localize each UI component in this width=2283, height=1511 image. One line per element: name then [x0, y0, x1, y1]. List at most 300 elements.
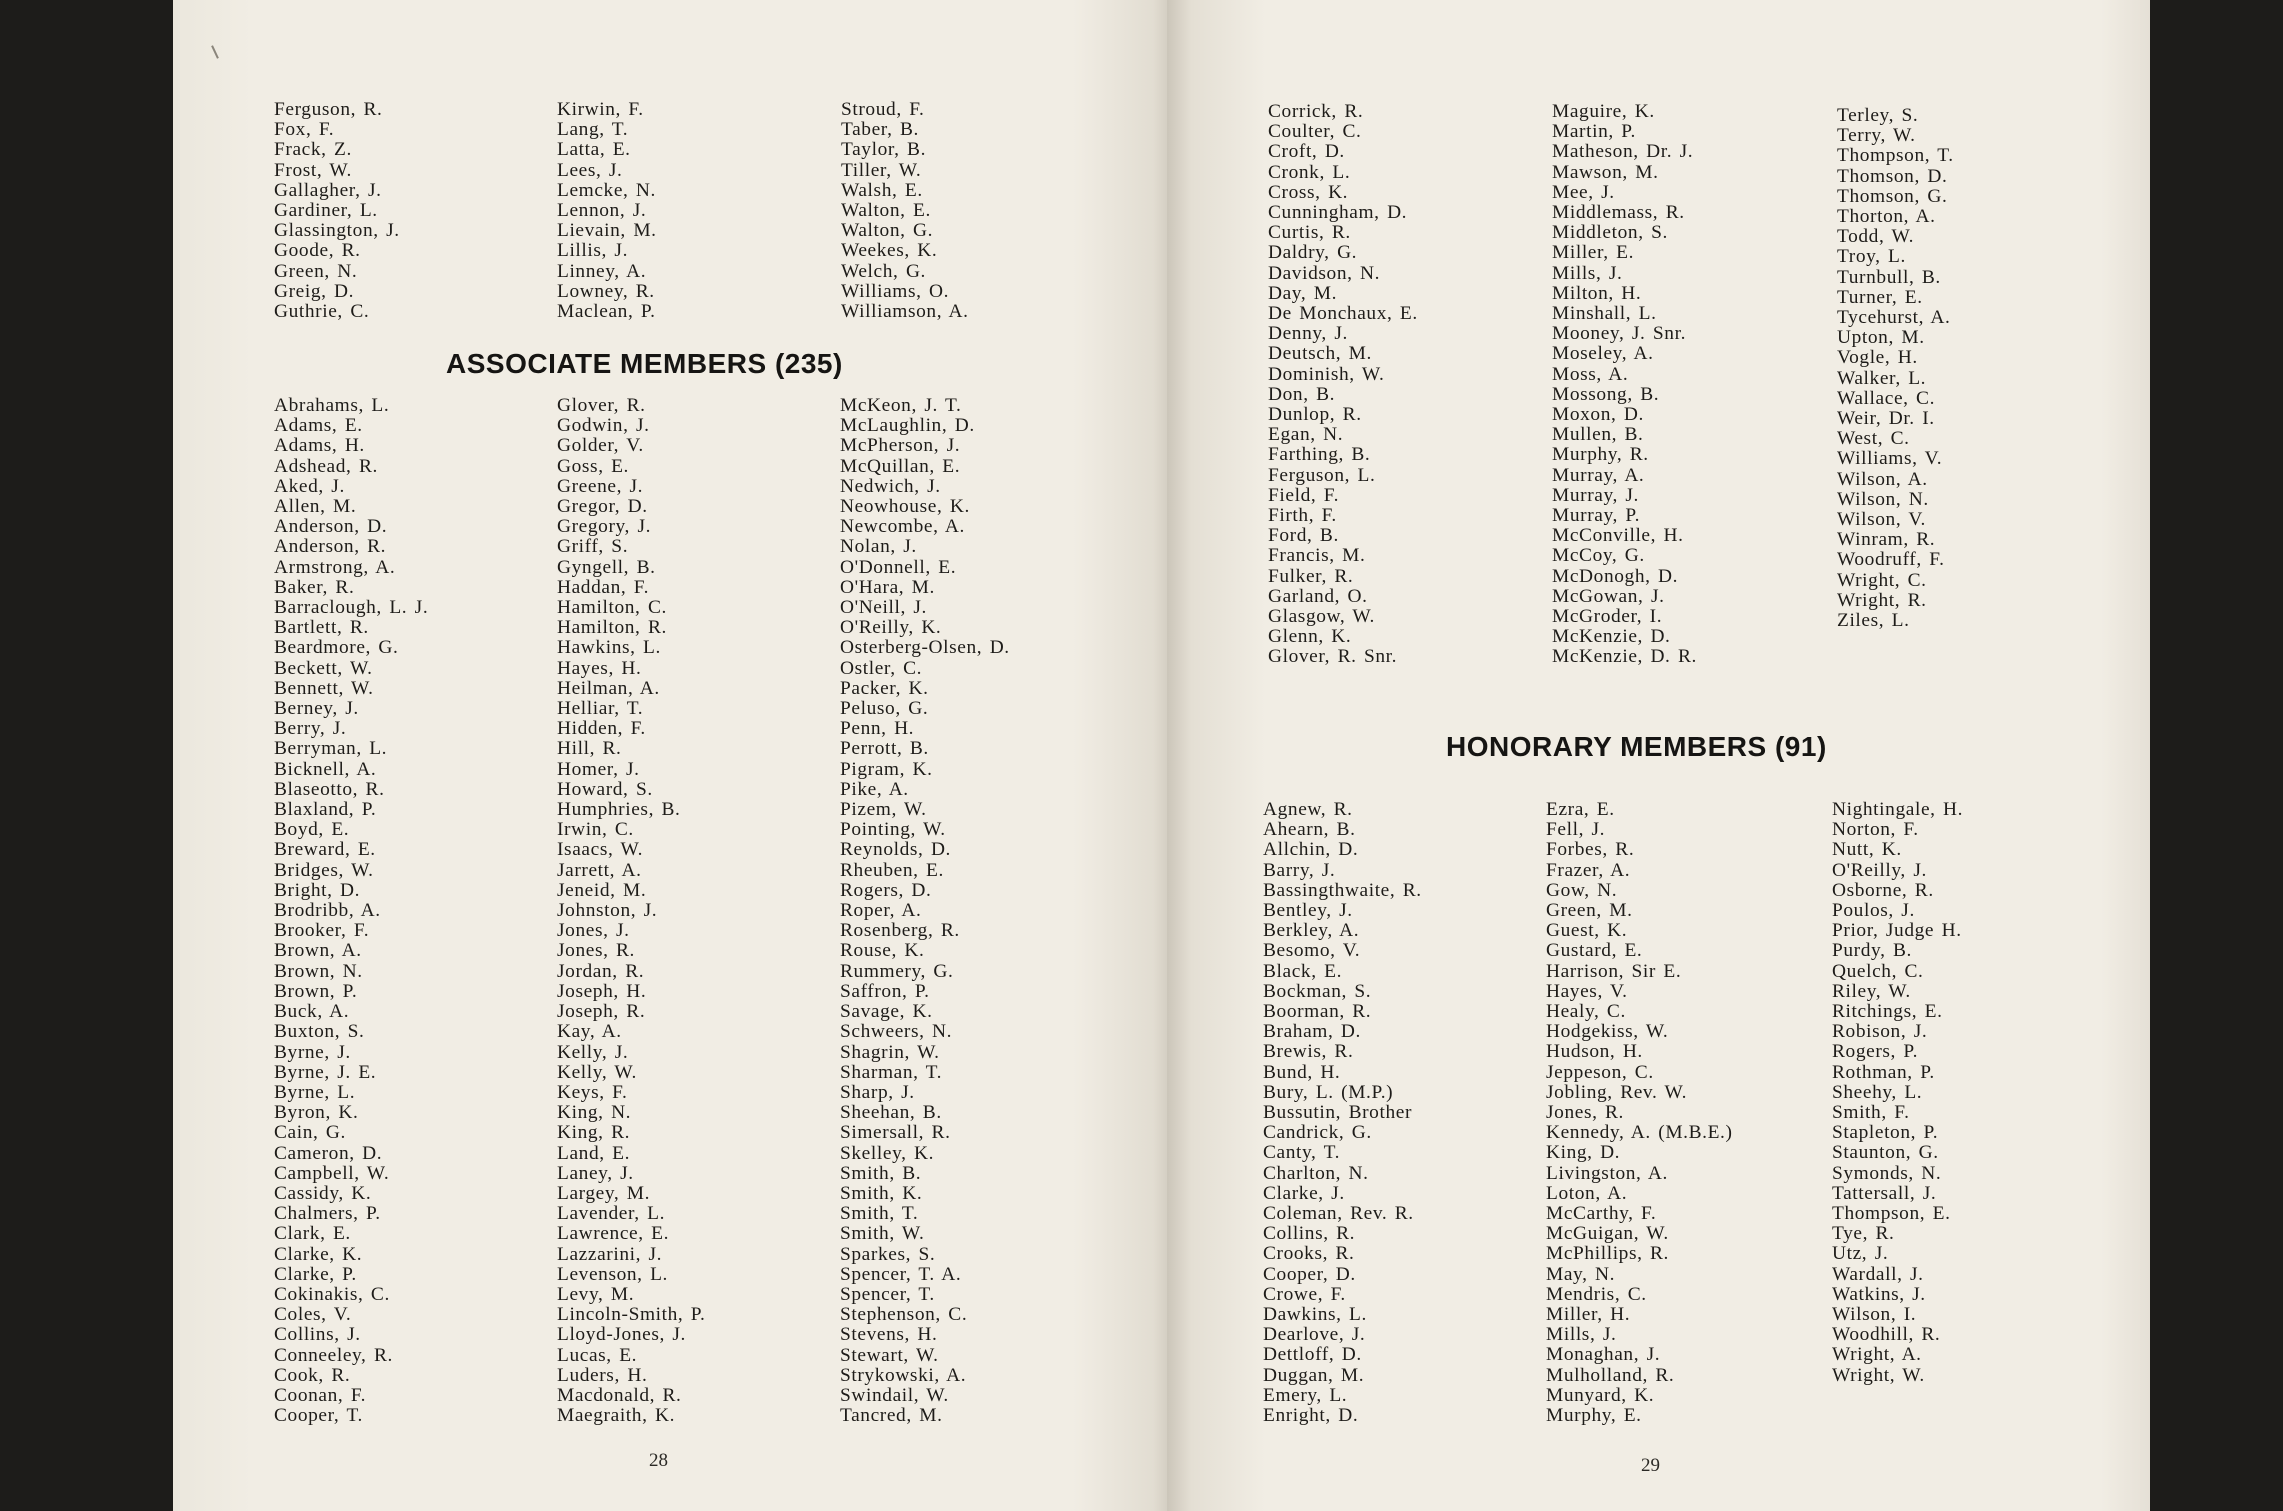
member-name: Tye, R.	[1832, 1223, 1895, 1245]
member-name: Healy, C.	[1546, 1001, 1626, 1023]
member-name: Garland, O.	[1268, 585, 1368, 607]
member-name: Osborne, R.	[1832, 879, 1934, 901]
member-name: Thompson, E.	[1832, 1203, 1951, 1225]
member-name: Bartlett, R.	[274, 617, 369, 639]
member-name: Middlemass, R.	[1552, 202, 1685, 224]
member-name: O'Hara, M.	[840, 576, 935, 598]
member-name: Saffron, P.	[840, 980, 930, 1002]
member-name: Nightingale, H.	[1832, 799, 1964, 820]
member-name: Denny, J.	[1268, 323, 1348, 345]
member-name: Lavender, L.	[557, 1203, 666, 1225]
member-name: Lang, T.	[557, 119, 629, 141]
member-name: Wright, C.	[1837, 569, 1927, 591]
member-name: Allen, M.	[274, 496, 357, 518]
member-name: Roper, A.	[840, 900, 922, 922]
member-name: Barry, J.	[1263, 859, 1336, 881]
member-name: Byron, K.	[274, 1102, 359, 1124]
member-name: McPherson, J.	[840, 435, 961, 457]
member-name: Simersall, R.	[840, 1122, 951, 1144]
member-name: Smith, B.	[840, 1162, 922, 1184]
member-name: Hodgekiss, W.	[1546, 1021, 1669, 1043]
member-name: Clark, E.	[274, 1223, 351, 1245]
member-name: Glenn, K.	[1268, 626, 1352, 648]
member-name: Smith, W.	[840, 1223, 925, 1245]
member-name: Barraclough, L. J.	[274, 597, 429, 619]
member-name: Anderson, R.	[274, 536, 387, 558]
member-name: Conneeley, R.	[274, 1344, 393, 1366]
member-name: Firth, F.	[1268, 505, 1337, 527]
member-name: Coleman, Rev. R.	[1263, 1203, 1414, 1225]
member-name: Greene, J.	[557, 475, 644, 497]
member-name: Pigram, K.	[840, 758, 933, 780]
member-name: O'Neill, J.	[840, 597, 927, 619]
member-name: Day, M.	[1268, 282, 1338, 304]
member-name: Perrott, B.	[840, 738, 929, 760]
member-name: McGuigan, W.	[1546, 1223, 1669, 1245]
member-name: Armstrong, A.	[274, 556, 396, 578]
member-name: Jones, J.	[557, 920, 630, 942]
member-name: Levenson, L.	[557, 1263, 668, 1285]
member-name: Pointing, W.	[840, 819, 946, 841]
member-name: Rouse, K.	[840, 940, 925, 962]
member-name: Latta, E.	[557, 139, 631, 161]
member-name: Brewis, R.	[1263, 1041, 1354, 1063]
member-name: Byrne, L.	[274, 1081, 356, 1103]
member-name: Homer, J.	[557, 758, 640, 780]
member-name: Cameron, D.	[274, 1142, 383, 1164]
member-name: Tycehurst, A.	[1837, 307, 1951, 329]
member-name: Maegraith, K.	[557, 1405, 676, 1427]
member-name: De Monchaux, E.	[1268, 303, 1418, 325]
member-name: Adams, H.	[274, 435, 365, 457]
member-name: Spencer, T.	[840, 1283, 935, 1305]
member-name: Ferguson, L.	[1268, 464, 1376, 486]
member-name: Bassingthwaite, R.	[1263, 879, 1422, 901]
member-name: Land, E.	[557, 1142, 631, 1164]
member-name: Williams, V.	[1837, 448, 1943, 470]
member-name: Gallagher, J.	[274, 179, 382, 201]
member-name: Gregory, J.	[557, 516, 652, 538]
member-name: Walton, E.	[841, 200, 931, 222]
member-name: West, C.	[1837, 428, 1910, 450]
member-name: Sheehan, B.	[840, 1102, 942, 1124]
member-name: Mulholland, R.	[1546, 1364, 1675, 1386]
member-name: May, N.	[1546, 1263, 1616, 1285]
member-name: Pike, A.	[840, 778, 909, 800]
member-name: Croft, D.	[1268, 141, 1345, 163]
member-name: Thompson, T.	[1837, 145, 1954, 167]
member-name: Jordan, R.	[557, 960, 645, 982]
member-name: Glasgow, W.	[1268, 606, 1375, 628]
member-name: Jeppeson, C.	[1546, 1061, 1654, 1083]
member-name: Spencer, T. A.	[840, 1263, 962, 1285]
member-name: Jobling, Rev. W.	[1546, 1081, 1688, 1103]
member-name: Gow, N.	[1546, 879, 1618, 901]
member-name: Kelly, J.	[557, 1041, 629, 1063]
member-name: Egan, N.	[1268, 424, 1344, 446]
member-name: Joseph, R.	[557, 1001, 646, 1023]
member-name: Symonds, N.	[1832, 1162, 1942, 1184]
member-name: Ziles, L.	[1837, 610, 1910, 632]
member-name: Maguire, K.	[1552, 101, 1655, 122]
member-name: Poulos, J.	[1832, 900, 1915, 922]
member-name: Rheuben, E.	[840, 859, 944, 881]
member-name: Coulter, C.	[1268, 121, 1362, 143]
member-name: Clarke, K.	[274, 1243, 363, 1265]
member-name: Lowney, R.	[557, 280, 655, 302]
honorary-members-heading: HONORARY MEMBERS (91)	[1446, 731, 1827, 762]
member-name: Cokinakis, C.	[274, 1283, 390, 1305]
member-name: Wright, R.	[1837, 589, 1927, 611]
member-name: Walton, G.	[841, 220, 934, 242]
member-name: Thorton, A.	[1837, 206, 1936, 228]
member-name: Coonan, F.	[274, 1384, 367, 1406]
member-name: Weir, Dr. I.	[1837, 408, 1935, 430]
associate-column-1	[274, 396, 428, 1426]
left-page	[173, 0, 1173, 1511]
member-name: Norton, F.	[1832, 819, 1919, 841]
page-blemish	[211, 45, 219, 59]
member-name: Goode, R.	[274, 240, 361, 262]
right-top-column-2	[1552, 102, 1697, 668]
member-name: Penn, H.	[840, 718, 915, 740]
member-name: Milton, H.	[1552, 282, 1642, 304]
member-name: Williamson, A.	[841, 301, 969, 323]
member-name: Collins, R.	[1263, 1223, 1356, 1245]
member-name: Tiller, W.	[841, 159, 922, 181]
member-name: Woodruff, F.	[1837, 549, 1945, 571]
member-name: Enright, D.	[1263, 1405, 1359, 1427]
member-name: Stroud, F.	[841, 99, 925, 120]
member-name: McDonogh, D.	[1552, 565, 1679, 587]
member-name: Frack, Z.	[274, 139, 352, 161]
member-name: Lawrence, E.	[557, 1223, 670, 1245]
member-name: Walsh, E.	[841, 179, 923, 201]
member-name: Smith, K.	[840, 1182, 923, 1204]
member-name: Goss, E.	[557, 455, 629, 477]
member-name: Forbes, R.	[1546, 839, 1635, 861]
member-name: Rothman, P.	[1832, 1061, 1935, 1083]
member-name: Largey, M.	[557, 1182, 651, 1204]
member-name: McKenzie, D. R.	[1552, 646, 1697, 668]
member-name: Blaseotto, R.	[274, 778, 385, 800]
member-name: Buck, A.	[274, 1001, 350, 1023]
honorary-column-1	[1263, 800, 1422, 1426]
member-name: Ferguson, R.	[274, 99, 383, 120]
member-name: Osterberg-Olsen, D.	[840, 637, 1010, 659]
member-name: Bentley, J.	[1263, 900, 1353, 922]
member-name: Walker, L.	[1837, 367, 1927, 389]
member-name: McConville, H.	[1552, 525, 1684, 547]
member-name: Jones, R.	[1546, 1102, 1624, 1124]
member-name: Taber, B.	[841, 119, 919, 141]
member-name: Boyd, E.	[274, 819, 350, 841]
member-name: Sparkes, S.	[840, 1243, 936, 1265]
member-name: Hudson, H.	[1546, 1041, 1643, 1063]
member-name: Hayes, V.	[1546, 980, 1628, 1002]
member-name: Harrison, Sir E.	[1546, 960, 1682, 982]
member-name: Gardiner, L.	[274, 200, 378, 222]
member-name: McLaughlin, D.	[840, 415, 975, 437]
member-name: Cassidy, K.	[274, 1182, 372, 1204]
member-name: Bockman, S.	[1263, 980, 1372, 1002]
member-name: McPhillips, R.	[1546, 1243, 1669, 1265]
member-name: King, N.	[557, 1102, 632, 1124]
member-name: Bennett, W.	[274, 677, 374, 699]
member-name: Schweers, N.	[840, 1021, 953, 1043]
member-name: Lincoln-Smith, P.	[557, 1304, 706, 1326]
honorary-column-2	[1546, 800, 1733, 1426]
member-name: Watkins, J.	[1832, 1283, 1926, 1305]
member-name: Mee, J.	[1552, 181, 1615, 203]
member-name: Nedwich, J.	[840, 475, 941, 497]
member-name: Woodhill, R.	[1832, 1324, 1941, 1346]
member-name: Wallace, C.	[1837, 387, 1936, 409]
member-name: Jarrett, A.	[557, 859, 642, 881]
left-top-column-1	[274, 100, 400, 322]
member-name: Fell, J.	[1546, 819, 1606, 841]
member-name: Humphries, B.	[557, 799, 681, 821]
member-name: Buxton, S.	[274, 1021, 365, 1043]
member-name: Bund, H.	[1263, 1061, 1341, 1083]
member-name: Stevens, H.	[840, 1324, 938, 1346]
member-name: Smith, T.	[840, 1203, 919, 1225]
member-name: Moseley, A.	[1552, 343, 1654, 365]
member-name: Rogers, D.	[840, 879, 932, 901]
member-name: Bury, L. (M.P.)	[1263, 1081, 1394, 1103]
member-name: Miller, H.	[1546, 1304, 1631, 1326]
member-name: Green, N.	[274, 260, 358, 282]
member-name: Lemcke, N.	[557, 179, 656, 201]
associate-column-3	[840, 396, 1010, 1426]
member-name: Dawkins, L.	[1263, 1304, 1367, 1326]
member-name: Brown, P.	[274, 980, 358, 1002]
member-name: Don, B.	[1268, 383, 1336, 405]
member-name: Stewart, W.	[840, 1344, 939, 1366]
member-name: Murray, J.	[1552, 484, 1639, 506]
member-name: Purdy, B.	[1832, 940, 1912, 962]
right-top-column-1	[1268, 102, 1418, 668]
member-name: Wilson, N.	[1837, 488, 1929, 510]
member-name: Boorman, R.	[1263, 1001, 1372, 1023]
member-name: Bright, D.	[274, 879, 361, 901]
member-name: King, R.	[557, 1122, 631, 1144]
member-name: Murphy, R.	[1552, 444, 1649, 466]
member-name: Field, F.	[1268, 484, 1340, 506]
member-name: Byrne, J. E.	[274, 1061, 377, 1083]
member-name: Helliar, T.	[557, 698, 644, 720]
member-name: Black, E.	[1263, 960, 1343, 982]
left-top-column-2	[557, 100, 657, 322]
member-name: Ritchings, E.	[1832, 1001, 1943, 1023]
member-name: Vogle, H.	[1837, 347, 1918, 369]
member-name: Clarke, J.	[1263, 1182, 1345, 1204]
member-name: Maclean, P.	[557, 301, 656, 323]
member-name: Anderson, D.	[274, 516, 388, 538]
right-page	[1167, 0, 2150, 1511]
member-name: Bicknell, A.	[274, 758, 377, 780]
member-name: Campbell, W.	[274, 1162, 390, 1184]
member-name: Prior, Judge H.	[1832, 920, 1962, 942]
member-name: Hamilton, C.	[557, 597, 667, 619]
member-name: Blaxland, P.	[274, 799, 377, 821]
member-name: Pizem, W.	[840, 799, 927, 821]
member-name: Bussutin, Brother	[1263, 1102, 1413, 1124]
member-name: Winram, R.	[1837, 529, 1936, 551]
member-name: Hidden, F.	[557, 718, 646, 740]
member-name: McKenzie, D.	[1552, 626, 1671, 648]
member-name: Crowe, F.	[1263, 1283, 1346, 1305]
member-name: Upton, M.	[1837, 327, 1925, 349]
member-name: Wright, A.	[1832, 1344, 1922, 1366]
member-name: Brodribb, A.	[274, 900, 381, 922]
member-name: Guest, K.	[1546, 920, 1628, 942]
member-name: Besomo, V.	[1263, 940, 1361, 962]
member-name: McCarthy, F.	[1546, 1203, 1657, 1225]
member-name: Greig, D.	[274, 280, 355, 302]
member-name: Berney, J.	[274, 698, 359, 720]
page-number: 28	[649, 1450, 668, 1471]
member-name: Candrick, G.	[1263, 1122, 1372, 1144]
member-name: Turnbull, B.	[1837, 266, 1941, 288]
member-name: King, D.	[1546, 1142, 1621, 1164]
member-name: Gyngell, B.	[557, 556, 656, 578]
member-name: Crooks, R.	[1263, 1243, 1355, 1265]
associate-column-2	[557, 396, 705, 1426]
member-name: O'Reilly, K.	[840, 617, 942, 639]
member-name: Loton, A.	[1546, 1182, 1628, 1204]
member-name: Glassington, J.	[274, 220, 400, 242]
member-name: Lees, J.	[557, 159, 623, 181]
member-name: Adshead, R.	[274, 455, 378, 477]
member-name: Chalmers, P.	[274, 1203, 381, 1225]
member-name: Mossong, B.	[1552, 383, 1660, 405]
member-name: Quelch, C.	[1832, 960, 1924, 982]
member-name: Sheehy, L.	[1832, 1081, 1923, 1103]
member-name: Clarke, P.	[274, 1263, 357, 1285]
member-name: Murray, A.	[1552, 464, 1645, 486]
honorary-column-3	[1832, 800, 1963, 1386]
member-name: Stephenson, C.	[840, 1304, 968, 1326]
member-name: Wilson, A.	[1837, 468, 1928, 490]
member-name: Canty, T.	[1263, 1142, 1341, 1164]
member-name: Aked, J.	[274, 475, 345, 497]
member-name: Corrick, R.	[1268, 101, 1364, 122]
member-name: Lloyd-Jones, J.	[557, 1324, 686, 1346]
member-name: Neowhouse, K.	[840, 496, 970, 518]
member-name: Beckett, W.	[274, 657, 373, 679]
member-name: Staunton, G.	[1832, 1142, 1939, 1164]
right-top-column-3	[1837, 106, 1954, 631]
member-name: Wright, W.	[1832, 1364, 1925, 1386]
member-name: Coles, V.	[274, 1304, 352, 1326]
member-name: Cain, G.	[274, 1122, 346, 1144]
member-name: Haddan, F.	[557, 576, 650, 598]
member-name: Miller, E.	[1552, 242, 1635, 264]
member-name: Green, M.	[1546, 900, 1633, 922]
member-name: Francis, M.	[1268, 545, 1366, 567]
member-name: Monaghan, J.	[1546, 1344, 1661, 1366]
member-name: McGowan, J.	[1552, 585, 1665, 607]
left-top-column-3	[841, 100, 969, 322]
member-name: Berkley, A.	[1263, 920, 1360, 942]
member-name: Frazer, A.	[1546, 859, 1631, 881]
member-name: Braham, D.	[1263, 1021, 1361, 1043]
member-name: Dearlove, J.	[1263, 1324, 1366, 1346]
member-name: Glover, R. Snr.	[1268, 646, 1398, 668]
member-name: Duggan, M.	[1263, 1364, 1365, 1386]
member-name: Tattersall, J.	[1832, 1182, 1937, 1204]
member-name: McGroder, I.	[1552, 606, 1663, 628]
member-name: Peluso, G.	[840, 698, 929, 720]
member-name: Mooney, J. Snr.	[1552, 323, 1687, 345]
member-name: Charlton, N.	[1263, 1162, 1369, 1184]
member-name: Murphy, E.	[1546, 1405, 1642, 1427]
member-name: Berry, J.	[274, 718, 347, 740]
member-name: Irwin, C.	[557, 819, 634, 841]
member-name: Thomson, D.	[1837, 165, 1948, 187]
member-name: Macdonald, R.	[557, 1384, 682, 1406]
member-name: Skelley, K.	[840, 1142, 935, 1164]
member-name: Gustard, E.	[1546, 940, 1643, 962]
member-name: Ford, B.	[1268, 525, 1339, 547]
member-name: Terry, W.	[1837, 125, 1916, 147]
member-name: O'Donnell, E.	[840, 556, 957, 578]
member-name: Gregor, D.	[557, 496, 648, 518]
member-name: Martin, P.	[1552, 121, 1636, 143]
member-name: Weekes, K.	[841, 240, 938, 262]
member-name: Riley, W.	[1832, 980, 1911, 1002]
member-name: Agnew, R.	[1263, 799, 1353, 820]
member-name: Wilson, V.	[1837, 509, 1926, 531]
member-name: Munyard, K.	[1546, 1384, 1655, 1406]
member-name: Beardmore, G.	[274, 637, 399, 659]
member-name: Brooker, F.	[274, 920, 370, 942]
member-name: Allchin, D.	[1263, 839, 1359, 861]
member-name: Taylor, B.	[841, 139, 927, 161]
member-name: Moxon, D.	[1552, 404, 1644, 426]
member-name: Newcombe, A.	[840, 516, 965, 538]
member-name: Byrne, J.	[274, 1041, 351, 1063]
member-name: Levy, M.	[557, 1283, 635, 1305]
member-name: McKeon, J. T.	[840, 395, 962, 416]
associate-members-heading: ASSOCIATE MEMBERS (235)	[446, 348, 843, 379]
member-name: Ezra, E.	[1546, 799, 1615, 820]
member-name: Glover, R.	[557, 395, 646, 416]
member-name: Middleton, S.	[1552, 222, 1668, 244]
member-name: Rummery, G.	[840, 960, 954, 982]
member-name: Adams, E.	[274, 415, 363, 437]
member-name: Mills, J.	[1546, 1324, 1617, 1346]
member-name: Murray, P.	[1552, 505, 1641, 527]
member-name: Davidson, N.	[1268, 262, 1381, 284]
member-name: Minshall, L.	[1552, 303, 1657, 325]
member-name: Mawson, M.	[1552, 161, 1659, 183]
member-name: Godwin, J.	[557, 415, 650, 437]
member-name: Hayes, H.	[557, 657, 642, 679]
member-name: Berryman, L.	[274, 738, 388, 760]
member-name: Ahearn, B.	[1263, 819, 1356, 841]
member-name: Swindail, W.	[840, 1384, 949, 1406]
member-name: Turner, E.	[1837, 286, 1923, 308]
member-name: Frost, W.	[274, 159, 352, 181]
member-name: Golder, V.	[557, 435, 644, 457]
member-name: Sharman, T.	[840, 1061, 943, 1083]
member-name: Jeneid, M.	[557, 879, 647, 901]
member-name: Packer, K.	[840, 677, 929, 699]
member-name: Deutsch, M.	[1268, 343, 1372, 365]
member-name: Cooper, D.	[1263, 1263, 1356, 1285]
